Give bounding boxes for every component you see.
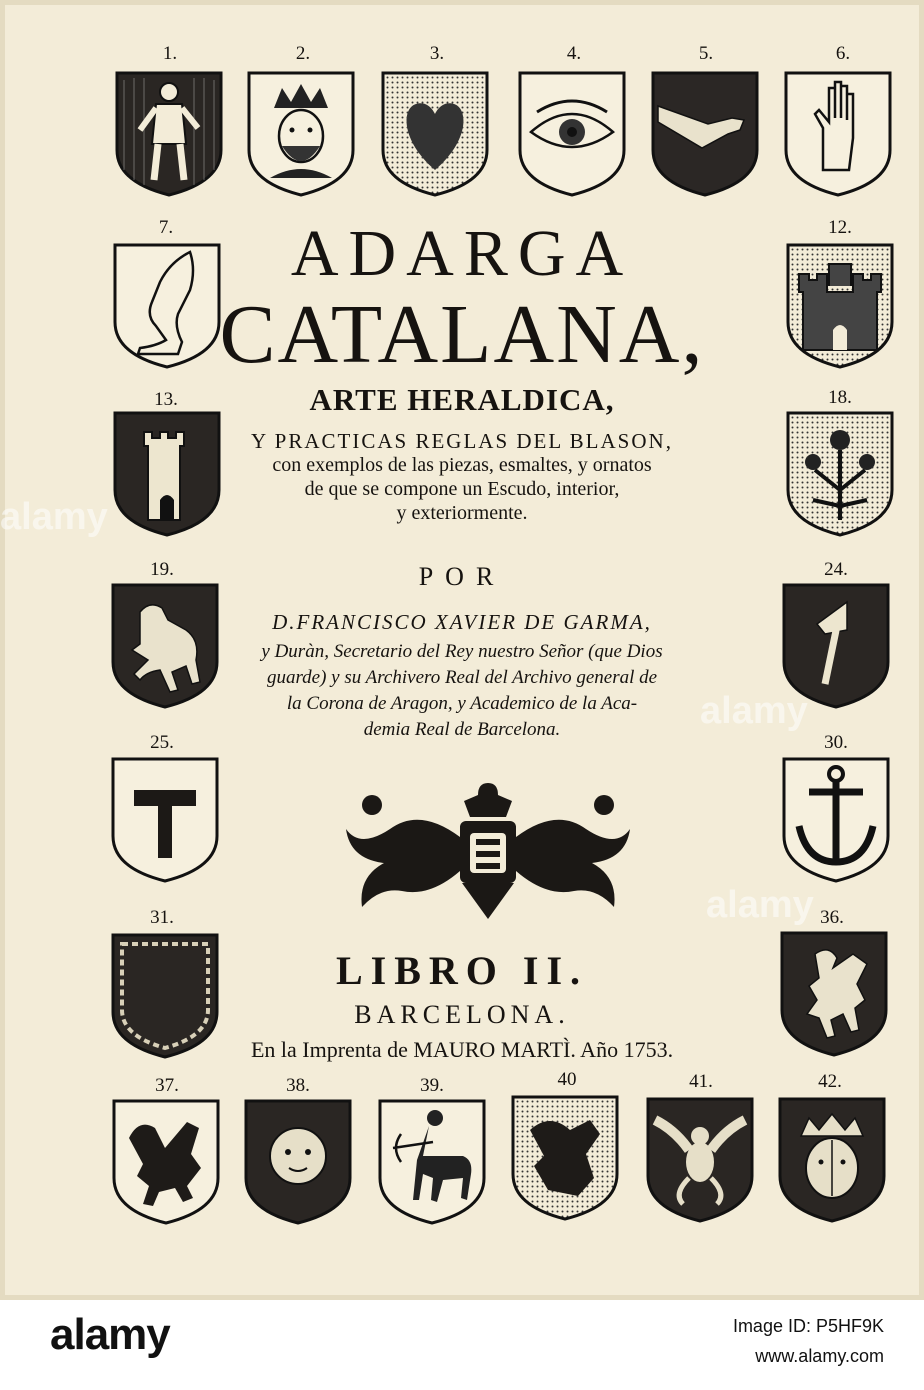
shield-janus-head-icon (777, 1096, 887, 1224)
shield-arm-icon (650, 70, 760, 198)
shield-number: 36. (820, 907, 844, 928)
shield-number: 13. (154, 389, 178, 410)
shield-number: 38. (286, 1075, 310, 1096)
volume-label: LIBRO II. (335, 948, 589, 993)
shield-bird-icon (510, 1094, 620, 1222)
author-line-5: demia Real de Barcelona. (363, 719, 561, 740)
shield-anchor-icon (781, 756, 891, 884)
shield-number: 40 (557, 1069, 577, 1090)
subtitle-line-1: Y PRACTICAS REGLAS DEL BLASON, (251, 429, 673, 453)
shield-number: 30. (824, 732, 848, 753)
shield-number: 12. (828, 217, 852, 238)
author-line-4: la Corona de Aragon, y Academico de la Aca- (286, 693, 638, 714)
shield-number: 5. (698, 43, 714, 64)
shield-number: 1. (162, 43, 178, 64)
shield-number: 39. (420, 1075, 444, 1096)
shield-siren-icon (645, 1096, 755, 1224)
shield-hammer-icon (110, 756, 220, 884)
subtitle-line-4: y exteriormente. (396, 502, 528, 524)
shield-eye-icon (517, 70, 627, 198)
shield-knight-icon (114, 70, 224, 198)
stock-watermark: alamy (700, 690, 808, 732)
shield-heart-icon (380, 70, 490, 198)
shield-number: 42. (818, 1071, 842, 1092)
shield-number: 7. (158, 217, 174, 238)
stock-watermark: alamy (0, 496, 108, 538)
author-line-3: guarde) y su Archivero Real del Archivo general de (266, 667, 658, 688)
shield-crowned-head-icon (246, 70, 356, 198)
shield-number: 3. (429, 43, 445, 64)
subtitle-line-3: de que se compone un Escudo, interior, (304, 478, 620, 500)
title-line-3: ARTE HERALDICA, (309, 382, 615, 417)
shield-number: 25. (150, 732, 174, 753)
shield-hand-icon (783, 70, 893, 198)
stock-site-url[interactable]: www.alamy.com (755, 1346, 884, 1366)
title-line-2: CATALANA, (219, 288, 705, 381)
shield-dragon-icon (111, 1098, 221, 1226)
shield-number: 2. (295, 43, 311, 64)
shield-cherub-icon (243, 1098, 353, 1226)
subtitle-line-2: con exemplos de las piezas, esmaltes, y ornatos (272, 454, 652, 476)
shield-number: 4. (566, 43, 582, 64)
shield-number: 18. (828, 387, 852, 408)
stock-logo: alamy (50, 1310, 170, 1359)
title-line-1: ADARGA (290, 217, 634, 290)
image-id: Image ID: P5HF9K (732, 1316, 884, 1336)
author-line-1: D.FRANCISCO XAVIER DE GARMA, (272, 610, 652, 634)
shield-number: 41. (689, 1071, 713, 1092)
shield-number: 24. (824, 559, 848, 580)
shield-number: 19. (150, 559, 174, 580)
printers-ornament-icon (342, 777, 634, 927)
place-of-publication: BARCELONA. (354, 1000, 570, 1029)
shield-number: 37. (155, 1075, 179, 1096)
stock-watermark: alamy (706, 884, 814, 926)
shield-number: 31. (150, 907, 174, 928)
byline-por: POR (418, 562, 506, 591)
author-line-2: y Duràn, Secretario del Rey nuestro Señor (que Dios (261, 641, 663, 662)
shield-number: 6. (835, 43, 851, 64)
imprint-line: En la Imprenta de MAURO MARTÌ. Año 1753. (250, 1037, 674, 1062)
shield-centaur-icon (377, 1098, 487, 1226)
